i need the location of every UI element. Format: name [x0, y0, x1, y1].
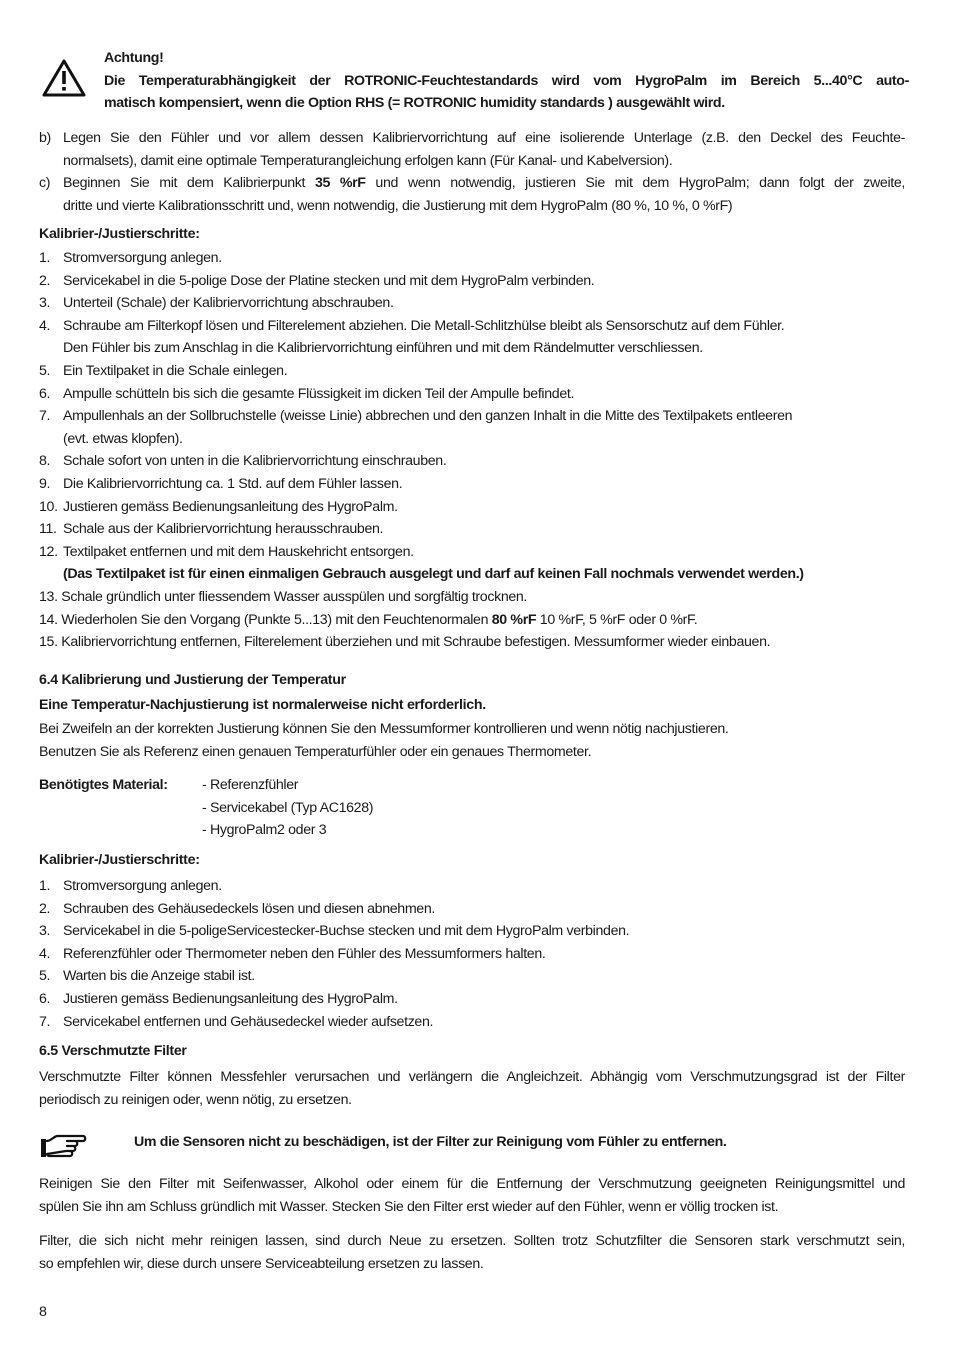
material-label: Benötigtes Material:: [39, 777, 168, 793]
warning-line-1: Die Temperaturabhängigkeit der ROTRONIC-Feuchtestandards wird vom HygroPalm im Bereich 5...40°C auto-: [104, 72, 909, 89]
paragraph: Reinigen Sie den Filter mit Seifenwasser, Alkohol oder einem für die Entfernung der Verschmutzung geeigneten Reinigungsmittel und: [39, 1176, 905, 1192]
section-heading-6-5: 6.5 Verschmutzte Filter: [39, 1043, 187, 1059]
step-text: Beginnen Sie mit dem Kalibrierpunkt 35 %rF und wenn notwendig, justieren Sie mit dem HygroPalm; dann folgt der zweite,: [63, 175, 905, 192]
material-item: - Servicekabel (Typ AC1628): [202, 799, 374, 816]
paragraph: so empfehlen wir, diese durch unsere Serviceabteilung ersetzen zu lassen.: [39, 1256, 484, 1272]
paragraph: Filter, die sich nicht mehr reinigen lassen, sind durch Neue zu ersetzen. Sollten trotz Schutzfilter die Sensoren stark verschmutzt sein,: [39, 1233, 905, 1249]
step-marker: b): [39, 130, 51, 146]
page-number: 8: [39, 1304, 47, 1320]
section-heading: Kalibrier-/Justierschritte:: [39, 852, 200, 868]
warning-line-2: matisch kompensiert, wenn die Option RHS (= ROTRONIC humidity standards ) ausgewählt wird.: [104, 95, 725, 112]
pointing-hand-icon: [39, 1133, 89, 1159]
warning-triangle-icon: [41, 58, 87, 98]
paragraph: spülen Sie ihn am Schluss gründlich mit Wasser. Stecken Sie den Filter erst wieder auf den Fühler, wenn er völlig trocken ist.: [39, 1199, 779, 1215]
section-heading: Kalibrier-/Justierschritte:: [39, 226, 200, 242]
document-page: Achtung! Die Temperaturabhängigkeit der ROTRONIC-Feuchtestandards wird vom HygroPalm im Bereich 5...40°C auto- matisch kompensiert, wenn die Option RHS (= ROTRONIC humidity standards ) ausgewählt wird. b) Legen Sie den Fühler und vor allem dessen Kalibriervorrichtung auf eine isolierende Unterlage (z.B. den Deckel des Feuchte- normalsets), damit eine optimale Temperaturangleichung erfolgen kann (Für Kanal- und Kabelversion). c) Beginnen Sie mit dem Kalibrierpunkt 35 %rF und wenn notwendig, justieren Sie mit dem HygroPalm; dann folgt der zweite, dritte und vierte Kalibrationsschritt und, wenn notwendig, die Justierung mit dem HygroPalm (80 %, 10 %, 0 %rF) Kalibrier-/Justierschritte: 1. Stromversorgung anlegen. 2. Servicekabel in die 5-polige Dose der Platine stecken und mit dem HygroPalm verbinden. 3. Unterteil (Schale) der Kalibriervorrichtung abschrauben. 4. Schraube am Filterkopf lösen und Filterelement abziehen. Die Metall-Schlitzhülse bleibt als Sensorschutz auf dem Fühler. Den Fühler bis zum Anschlag in die Kalibriervorrichtung einführen und mit dem Rändelmutter verschliessen. 5. Ein Textilpaket in die Schale einlegen. 6. Ampulle schütteln bis sich die gesamte Flüssigkeit im dicken Teil der Ampulle befindet. 7. Ampullenhals an der Sollbruchstelle (weisse Linie) abbrechen und den ganzen Inhalt in die Mitte des Textilpakets entleeren (evt. etwas klopfen). 8. Schale sofort von unten in die Kalibriervorrichtung einschrauben. 9. Die Kalibriervorrichtung ca. 1 Std. auf dem Fühler lassen. 10. Justieren gemäss Bedienungsanleitung des HygroPalm. 11. Schale aus der Kalibriervorrichtung herausschrauben. 12. Textilpaket entfernen und mit dem Hauskehricht entsorgen. (Das Textilpaket ist für einen einmaligen Gebrauch ausgelegt und darf auf keinen Fall nochmals verwendet werden.) 13. Schale gründlich unter fliessendem Wasser ausspülen und sorgfältig trocknen. 14. Wiederholen Sie den Vorgang (Punkte 5...13) mit den Feuchtenormalen 80 %rF 10 %rF, 5 %rF oder 0 %rF. 15. Kalibriervorrichtung entfernen, Filterelement überziehen und mit Schraube befestigen. Messumformer wieder einbauen. 6.4 Kalibrierung und Justierung der Temperatur Eine Temperatur-Nachjustierung ist normalerweise nicht erforderlich. Bei Zweifeln an der korrekten Justierung können Sie den Messumformer kontrollieren und wenn nötig nachjustieren. Benutzen Sie als Referenz einen genauen Temperaturfühler oder ein genaues Thermometer. Benötigtes Material: - Referenzfühler - Servicekabel (Typ AC1628) - HygroPalm2 oder 3 Kalibrier-/Justierschritte: 1. Stromversorgung anlegen. 2. Schrauben des Gehäusedeckels lösen und diesen abnehmen. 3. Servicekabel in die 5-poligeServicestecker-Buchse stecken und mit dem HygroPalm verbinden. 4. Referenzfühler oder Thermometer neben den Fühler des Messumformers halten. 5. Warten bis die Anzeige stabil ist. 6. Justieren gemäss Bedienungsanleitung des HygroPalm. 7. Servicekabel entfernen und Gehäusedeckel wieder aufsetzen. 6.5 Verschmutzte Filter Verschmutzte Filter können Messfehler verursachen und verlängern die Angleichzeit. Abhängig vom Verschmutzungsgrad ist der Filter periodisch zu reinigen oder, wenn nötig, zu ersetzen. Um die Sensoren nicht zu beschädigen, ist der Filter zur Reinigung vom Fühler zu entfernen. Reinigen Sie den Filter mit Seifenwasser, Alkohol oder einem für die Entfernung der Verschmutzung geeigneten Reinigungsmittel und spülen Sie ihn am Schluss gründlich mit Wasser. Stecken Sie den Filter erst wieder auf den Fühler, wenn er völlig trocken ist. Filter, die sich nicht mehr reinigen lassen, sind durch Neue zu ersetzen. Sollten trotz Schutzfilter die Sensoren stark verschmutzt sein, so empfehlen wir, diese durch unsere Serviceabteilung ersetzen zu lassen. 8: [0, 0, 954, 1354]
paragraph: periodisch zu reinigen oder, wenn nötig, zu ersetzen.: [39, 1092, 352, 1108]
step-text: normalsets), damit eine optimale Temperaturangleichung erfolgen kann (Für Kanal- und Kabelversion).: [63, 152, 673, 169]
step-marker: c): [39, 175, 51, 192]
step-text: dritte und vierte Kalibrationsschritt und, wenn notwendig, die Justierung mit dem HygroPalm (80 %, 10 %, 0 %rF): [63, 197, 733, 214]
material-item: - HygroPalm2 oder 3: [202, 822, 327, 839]
paragraph: Benutzen Sie als Referenz einen genauen Temperaturfühler oder ein genaues Thermometer.: [39, 743, 592, 760]
section-heading-6-4: 6.4 Kalibrierung und Justierung der Temperatur: [39, 672, 346, 688]
section-subheading: Eine Temperatur-Nachjustierung ist normalerweise nicht erforderlich.: [39, 697, 486, 713]
step-text: Legen Sie den Fühler und vor allem dessen Kalibriervorrichtung auf eine isolierende Unterlage (z.B. den Deckel des Feuchte-: [63, 130, 905, 146]
paragraph: Verschmutzte Filter können Messfehler verursachen und verlängern die Angleichzeit. Abhängig vom Verschmutzungsgrad ist der Filter: [39, 1069, 905, 1085]
hint-note: Um die Sensoren nicht zu beschädigen, ist der Filter zur Reinigung vom Fühler zu entfernen.: [134, 1134, 727, 1150]
material-item: - Referenzfühler: [202, 777, 299, 793]
paragraph: Bei Zweifeln an der korrekten Justierung können Sie den Messumformer kontrollieren und wenn nötig nachjustieren.: [39, 721, 729, 737]
warning-title: Achtung!: [104, 50, 164, 66]
